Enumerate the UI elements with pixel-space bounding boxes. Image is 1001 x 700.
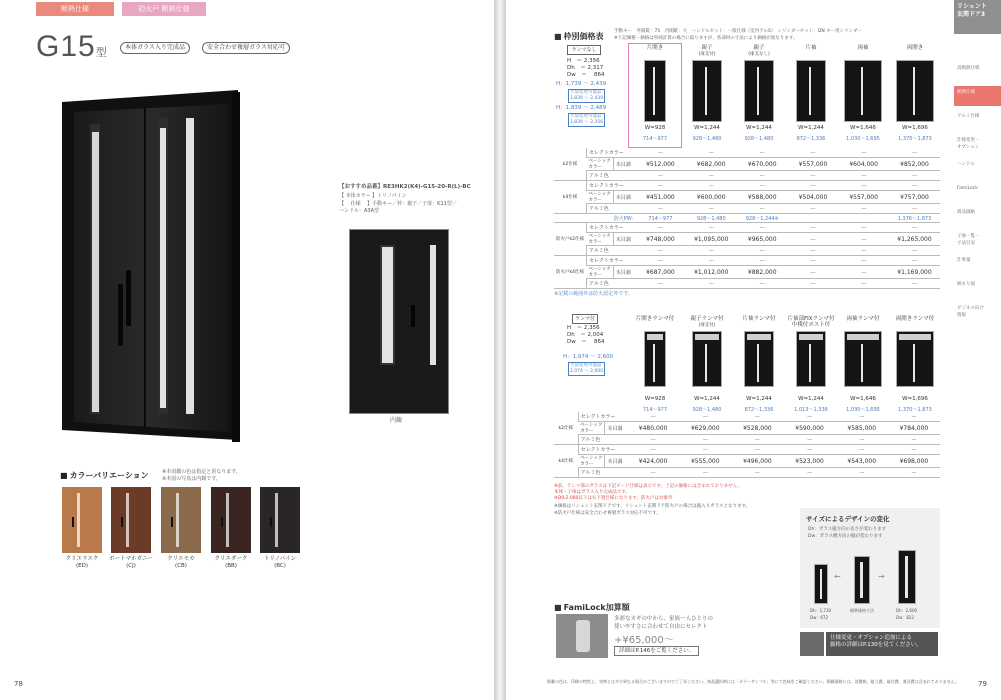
door-diagram-3 — [796, 331, 826, 387]
price-cell: － — [686, 223, 737, 233]
door-diagram-5 — [896, 331, 934, 387]
price-cell: ¥698,000 — [888, 455, 940, 468]
width-1: W=1,244 — [694, 396, 720, 402]
price-cell: ¥852,000 — [889, 158, 940, 171]
sidebar-item-9[interactable]: 納まり図 — [957, 282, 975, 287]
price-cell: ¥590,000 — [784, 422, 836, 435]
price-cell: － — [784, 468, 836, 478]
price-cell: － — [686, 279, 737, 289]
variant-label: 木目調 — [613, 233, 635, 246]
variant-label: 木目調 — [605, 422, 627, 435]
price-cell: － — [635, 246, 686, 256]
price-cell: ¥480,000 — [627, 422, 679, 435]
range-1: 928～1,480 — [692, 407, 722, 413]
col-sub-2: (扉支なし) — [748, 52, 770, 57]
sidebar-item-0[interactable]: 高断熱仕様 — [957, 66, 980, 71]
price-row — [554, 223, 940, 233]
group-label: k4仕様 — [554, 445, 578, 478]
price-cell: ¥585,000 — [836, 422, 888, 435]
price-table-no-transom — [554, 148, 940, 289]
price-row — [554, 422, 940, 435]
range-2: 928～1,480 — [744, 136, 774, 142]
sidebar-item-3[interactable]: 仕様変更・ オプション — [957, 138, 980, 150]
col-header-4: 両袖 — [857, 45, 869, 51]
price-cell: － — [635, 148, 686, 158]
price-cell: ¥682,000 — [686, 158, 737, 171]
price-cell: ¥512,000 — [635, 158, 686, 171]
price-row — [554, 171, 940, 181]
price-row — [554, 158, 940, 171]
price-cell: ¥523,000 — [784, 455, 836, 468]
price-row — [554, 455, 940, 468]
price-cell: － — [788, 171, 839, 181]
width-5: W=1,696 — [902, 396, 928, 402]
price-cell: － — [788, 233, 839, 246]
price-cell: － — [838, 233, 889, 246]
red-note-0: ※前、ランマ部のガラスは下記ビード仕様は表示です。上記の価格には含まれておりません。 — [554, 484, 742, 489]
price-cell: ¥557,000 — [788, 158, 839, 171]
price-cell: － — [836, 445, 888, 455]
group-label: k2仕様 — [554, 148, 586, 181]
price-cell: － — [635, 171, 686, 181]
sidebar-item-6[interactable]: 商品価格 — [957, 210, 975, 215]
h-range-1: H：1,739 ～ 2,439 — [556, 81, 607, 87]
base-color-label: ベーシック カラー — [586, 158, 613, 171]
col-header-4: 両袖ランマ付 — [846, 316, 880, 322]
col-sub-1: (扉支付) — [698, 323, 716, 328]
range-3: 872～1,336 — [796, 136, 826, 142]
price-row — [554, 191, 940, 204]
price-cell: － — [627, 412, 679, 422]
range-3: 1,013～1,336 — [794, 407, 828, 413]
fire-width-cell: 1,376～1,873 — [889, 214, 940, 223]
price-cell: － — [889, 204, 940, 214]
width-3: W=1,244 — [798, 396, 824, 402]
price-cell: ¥504,000 — [788, 191, 839, 204]
door-diagram-4 — [844, 60, 882, 122]
sidebar-title: リシェント 玄関ドア3 — [954, 0, 1001, 34]
footer-disclaimer: 掲載の色は、印刷の特性上、実物とは多少異なる場合がございますのでご了承ください。商品選択時には「カラーサンプル」等にて色味をご確認ください。掲載価格には、消費税、組立費、取付費、運送費は含まれておりません。 — [547, 679, 959, 684]
price-cell: ¥543,000 — [836, 455, 888, 468]
price-cell: ¥1,265,000 — [889, 233, 940, 246]
price-cell: － — [635, 256, 686, 266]
price-cell: － — [679, 435, 731, 445]
color-variation-heading: ■ カラーバリエーション — [60, 470, 149, 481]
price-cell: － — [838, 266, 889, 279]
price-cell: ¥784,000 — [888, 422, 940, 435]
col-header-2: 親子 — [753, 45, 765, 51]
variant-label: 木目調 — [605, 455, 627, 468]
price-cell: － — [838, 256, 889, 266]
h-range-b: H：1,839 ～ 2,489 — [556, 105, 607, 111]
price-cell: － — [888, 435, 940, 445]
variant-label: 木目調 — [613, 266, 635, 279]
price-row — [554, 266, 940, 279]
width-5: W=1,696 — [902, 125, 928, 131]
sidebar-item-1[interactable]: 断熱仕様 — [954, 86, 1001, 106]
price-cell: － — [889, 148, 940, 158]
variant-label: アルミ色 — [578, 468, 627, 478]
spec-fittings: 【 仕様 】手動キー／枠：親子／子扉：K11型／ハンドル：A3A型 — [339, 201, 457, 214]
range-0: 714～977 — [642, 136, 668, 142]
color-note-1: ※本図鑑の色は指定と異なります。 — [162, 469, 241, 475]
price-cell: － — [627, 435, 679, 445]
price-cell: ¥687,000 — [635, 266, 686, 279]
fire-width-cell: 714～977 — [635, 214, 686, 223]
fire-width-cell — [788, 214, 839, 223]
fire-width-cell — [838, 214, 889, 223]
price-row — [554, 233, 940, 246]
variant-label: アルミ色 — [586, 246, 635, 256]
door-diagram-2 — [744, 60, 774, 122]
price-cell: － — [784, 435, 836, 445]
variant-label: セレクトカラー — [578, 412, 627, 422]
feature-pill-safety: 安全合わせ複層ガラス対応可 — [202, 42, 290, 54]
price-row — [554, 468, 940, 478]
price-cell: ¥629,000 — [679, 422, 731, 435]
price-cell: － — [788, 148, 839, 158]
price-cell: － — [635, 279, 686, 289]
price-cell: － — [836, 412, 888, 422]
note-mid: ※記載の範囲外は防火認定外です。 — [554, 291, 633, 297]
price-cell: － — [838, 204, 889, 214]
col-header-0: 片開きランマ付 — [635, 316, 675, 322]
price-row — [554, 148, 940, 158]
price-cell: ¥424,000 — [627, 455, 679, 468]
price-row — [554, 256, 940, 266]
price-cell: － — [731, 435, 783, 445]
door-exterior-photo — [52, 84, 252, 454]
h-range-2: H：1,974 ～ 2,600 — [563, 354, 614, 360]
price-cell: － — [635, 204, 686, 214]
price-cell: ¥1,169,000 — [889, 266, 940, 279]
range-5: 1,370～1,873 — [898, 407, 932, 413]
sidebar-item-10[interactable]: ビジネス向け 情報 — [957, 306, 984, 318]
variant-label: アルミ色 — [578, 435, 627, 445]
price-cell: － — [737, 148, 788, 158]
price-cell: ¥670,000 — [737, 158, 788, 171]
familock-text: 多彩なカギの中から、家族一人ひとりの 使いやすさに合わせて自由にセレクト — [614, 616, 714, 630]
fire-width-cell: 928～1,244※ — [737, 214, 788, 223]
transom-label: ランマ付 — [572, 314, 598, 324]
variant-label: セレクトカラー — [586, 223, 635, 233]
price-cell: － — [838, 148, 889, 158]
spec-tag-fireproof: 防火戸 断熱仕様 — [122, 2, 206, 16]
price-cell: － — [731, 468, 783, 478]
red-note-2: ※D9,2,000以下は右下置仕様になります。防火戸は対象外 — [554, 496, 673, 501]
group-label: 防火戸k2仕様 — [554, 223, 586, 256]
range-0: 714～977 — [642, 407, 668, 413]
header-note-1: 手動キー 外開錠：75 内開錠：大 ハンドルセット：一般仕様（室内アルS） シリンダーセット：DN キー用シリンダー — [614, 29, 862, 34]
price-cell: － — [838, 279, 889, 289]
price-cell: － — [686, 148, 737, 158]
options-banner[interactable]: 仕様変更・オプション追加による 価格の詳細はP.130を見てください。 — [826, 632, 938, 656]
spec-color: 【 本体カラー 】トリノパイン — [339, 193, 407, 199]
price-cell: － — [737, 256, 788, 266]
familock-price: +¥65,000～ — [614, 635, 674, 646]
interior-caption: 内観 — [390, 417, 403, 424]
fire-width-cell: 928～1,480 — [686, 214, 737, 223]
page-number-left: 78 — [14, 680, 23, 688]
variant-label: セレクトカラー — [578, 445, 627, 455]
price-cell: － — [686, 256, 737, 266]
price-cell: － — [836, 435, 888, 445]
spec-recommended: 【おすすめ品番】RE3HK2(K4)-G15-20-R(L)-BC — [339, 184, 471, 190]
price-cell: － — [788, 266, 839, 279]
price-cell: ¥451,000 — [635, 191, 686, 204]
price-cell: ¥557,000 — [838, 191, 889, 204]
width-3: W=1,244 — [798, 125, 824, 131]
price-cell: － — [889, 256, 940, 266]
price-cell: － — [686, 246, 737, 256]
banner-photo — [800, 632, 824, 656]
swatch-ed — [62, 487, 102, 553]
price-cell: － — [731, 445, 783, 455]
price-cell: － — [635, 181, 686, 191]
width-4: W=1,646 — [850, 396, 876, 402]
sidebar-item-5[interactable]: FamiLock — [957, 186, 978, 191]
col-header-5: 両開き — [906, 45, 924, 51]
width-2: W=1,244 — [746, 396, 772, 402]
price-cell: － — [679, 412, 731, 422]
size-label-small: Dh：1,730 Dw：672 — [810, 608, 832, 620]
sidebar-item-4[interactable]: ハンドル — [957, 162, 975, 167]
price-cell: － — [788, 204, 839, 214]
price-cell: － — [838, 181, 889, 191]
col-header-3: 片袖 — [805, 45, 817, 51]
size-box-1a: 寸法変更可能品 1,839 ～ 2,439 — [570, 90, 604, 101]
familock-heading: ■ FamiLock加算額 — [554, 602, 630, 613]
price-cell: － — [888, 412, 940, 422]
swatch-label-bc: トリノパイン (BC) — [263, 556, 297, 569]
price-cell: － — [627, 445, 679, 455]
price-row — [554, 279, 940, 289]
door-diagram-2 — [744, 331, 774, 387]
standard-door-icon — [854, 556, 870, 604]
col-header-2: 片袖ランマ付 — [742, 316, 776, 322]
width-2: W=1,244 — [746, 125, 772, 131]
price-cell: － — [788, 256, 839, 266]
size-note: Dh：ガラス縦方向の長さが変わります Dw：ガラス横方向の幅が変わります — [808, 527, 887, 539]
price-cell: － — [679, 445, 731, 455]
color-note-2: ※本図の写真は内観です。 — [162, 476, 221, 482]
range-1: 928～1,480 — [692, 136, 722, 142]
group-label: k2仕様 — [554, 412, 578, 445]
large-door-icon — [898, 550, 916, 604]
spec-tag-dannetsu: 断熱仕様 — [36, 2, 114, 16]
price-cell: － — [838, 246, 889, 256]
price-cell: ¥604,000 — [838, 158, 889, 171]
price-cell: － — [888, 468, 940, 478]
range-5: 1,370～1,873 — [898, 136, 932, 142]
price-table-heading: ■ 枠別価格表 — [554, 31, 604, 42]
size-label-standard: 標準価格寸法 — [850, 608, 874, 613]
price-cell: － — [686, 171, 737, 181]
price-cell: ¥1,012,000 — [686, 266, 737, 279]
variant-label: アルミ色 — [586, 171, 635, 181]
price-cell: － — [836, 468, 888, 478]
door-diagram-1 — [692, 60, 722, 122]
col-header-3: 片袖部FIXランマ付 中桟付ポスト付 — [787, 316, 835, 328]
size-box-1b: 寸法変更可能品 1,839 ～ 2,356 — [570, 114, 604, 125]
familock-photo — [556, 614, 608, 658]
size-title: サイズによるデザインの変化 — [806, 515, 890, 523]
price-cell: － — [737, 223, 788, 233]
price-cell: － — [889, 181, 940, 191]
price-cell: － — [737, 181, 788, 191]
group-label: 防火戸k4仕様 — [554, 256, 586, 289]
price-cell: ¥748,000 — [635, 233, 686, 246]
variant-label: セレクトカラー — [586, 148, 635, 158]
col-header-5: 両開きランマ付 — [895, 316, 935, 322]
swatch-bb — [211, 487, 251, 553]
width-0: W=928 — [644, 396, 666, 402]
range-4: 1,030～1,695 — [846, 407, 880, 413]
base-color-label: ベーシック カラー — [586, 266, 613, 279]
price-cell: － — [679, 468, 731, 478]
small-door-icon — [814, 564, 828, 604]
swatch-label-bb: クリエダーク (BB) — [214, 556, 248, 569]
base-color-label: ベーシック カラー — [586, 191, 613, 204]
price-cell: － — [838, 223, 889, 233]
price-cell: － — [737, 204, 788, 214]
size-design-box: サイズによるデザインの変化 Dh：ガラス縦方向の長さが変わります Dw：ガラス横方向の幅が変わります ← → Dh：1,730 Dw：672 標準価格寸法 Dh：2,600 Dw：822 — [800, 508, 940, 628]
swatch-label-cb: クリエモカ (CB) — [167, 556, 195, 569]
note-1: ※防火戸仕様は安全合わせ複層ガラス対応不可です。 — [554, 511, 661, 516]
price-cell: － — [889, 223, 940, 233]
col-header-0: 片開き — [646, 45, 664, 51]
price-cell: ¥496,000 — [731, 455, 783, 468]
price-cell: － — [686, 204, 737, 214]
variant-label: セレクトカラー — [586, 181, 635, 191]
model-suffix: 型 — [95, 47, 108, 59]
price-cell: － — [788, 181, 839, 191]
swatch-bc — [260, 487, 300, 553]
width-1: W=1,244 — [694, 125, 720, 131]
price-cell: ¥1,095,000 — [686, 233, 737, 246]
range-2: 872～1,336 — [744, 407, 774, 413]
door-diagram-3 — [796, 60, 826, 122]
sidebar-item-2[interactable]: アルミ仕様 — [957, 114, 980, 119]
price-row — [554, 246, 940, 256]
price-row — [554, 445, 940, 455]
price-row — [554, 181, 940, 191]
swatch-label-ed: クリエラスク (ED) — [65, 556, 99, 569]
book-gutter — [494, 0, 506, 700]
width-4: W=1,646 — [850, 125, 876, 131]
sidebar-item-7[interactable]: 子扉一覧・ 寸法目安 — [957, 234, 980, 246]
page-number-right: 79 — [978, 680, 987, 688]
red-note-1: 本体・子扉はガラス入り完成品です。 — [554, 490, 631, 495]
price-cell: ¥528,000 — [731, 422, 783, 435]
variant-label: アルミ色 — [586, 279, 635, 289]
price-cell: － — [889, 279, 940, 289]
fire-width-label: 防火PW: — [554, 214, 635, 223]
price-table-transom — [554, 412, 940, 478]
variant-label: アルミ色 — [586, 204, 635, 214]
size-box-2: 寸法変更可能品 2,074 ～ 2,600 — [570, 363, 604, 374]
size-label-large: Dh：2,600 Dw：822 — [896, 608, 918, 620]
familock-link[interactable]: 詳細はP.146をご覧ください。 — [614, 646, 699, 656]
header-note-2: ※下記価格・価格は単純計算の場合に取りますが、各部材の寸法により価格が異なります。 — [614, 36, 798, 41]
width-0: W=928 — [644, 125, 666, 131]
swatch-cj — [111, 487, 151, 553]
price-cell: － — [838, 171, 889, 181]
variant-label: 木目調 — [613, 158, 635, 171]
left-page — [0, 0, 494, 700]
variant-label: 木目調 — [613, 191, 635, 204]
base-color-label: ベーシック カラー — [578, 422, 605, 435]
fire-width-row — [554, 214, 940, 223]
model-name: G15 — [36, 30, 96, 63]
price-cell: － — [635, 223, 686, 233]
price-cell: ¥600,000 — [686, 191, 737, 204]
col-header-1: 親子ランマ付 — [690, 316, 724, 322]
price-cell: － — [788, 246, 839, 256]
variant-label: セレクトカラー — [586, 256, 635, 266]
price-cell: － — [784, 412, 836, 422]
price-cell: － — [737, 171, 788, 181]
price-cell: － — [686, 181, 737, 191]
swatch-label-cj: ボートマホガニー (CJ) — [108, 556, 153, 569]
col-header-1: 親子 — [701, 45, 713, 51]
group-label: k4仕様 — [554, 181, 586, 214]
col-sub-1: (扉支付) — [698, 52, 716, 57]
price-cell: － — [889, 246, 940, 256]
no-transom-label: ランマなし — [567, 45, 601, 55]
dims-no-transom: H ＝ 2,356 Dh ＝ 2,317 Dw ＝ 864 — [567, 58, 605, 78]
dims-transom: H ＝ 2,356 Dh ＝ 2,004 Dw ＝ 864 — [567, 325, 605, 345]
price-cell: － — [888, 445, 940, 455]
price-cell: － — [737, 246, 788, 256]
highlight-frame — [628, 43, 682, 148]
model-title — [36, 30, 108, 64]
feature-pill-glass: 本体ガラス入り完成品 — [120, 42, 190, 54]
price-cell: － — [889, 171, 940, 181]
price-cell: － — [784, 445, 836, 455]
price-row — [554, 204, 940, 214]
sidebar-item-8[interactable]: 仕事量 — [957, 258, 971, 263]
price-row — [554, 412, 940, 422]
price-cell: － — [737, 279, 788, 289]
door-diagram-4 — [844, 331, 882, 387]
base-color-label: ベーシック カラー — [578, 455, 605, 468]
price-cell: ¥555,000 — [679, 455, 731, 468]
price-cell: － — [731, 412, 783, 422]
price-cell: ¥965,000 — [737, 233, 788, 246]
price-cell: ¥588,000 — [737, 191, 788, 204]
price-cell: － — [788, 279, 839, 289]
door-interior-photo — [349, 229, 449, 414]
base-color-label: ベーシック カラー — [586, 233, 613, 246]
range-4: 1,030～1,695 — [846, 136, 880, 142]
swatch-cb — [161, 487, 201, 553]
price-cell: ¥757,000 — [889, 191, 940, 204]
price-cell: － — [627, 468, 679, 478]
door-diagram-1 — [692, 331, 722, 387]
door-diagram-0 — [644, 331, 666, 387]
price-cell: ¥882,000 — [737, 266, 788, 279]
note-0: ※価格はリシェント玄関ドアです。リシェント玄関ドア防火戸の場合は親入りガラスとなります。 — [554, 504, 751, 509]
price-row — [554, 435, 940, 445]
door-diagram-5 — [896, 60, 934, 122]
price-cell: － — [788, 223, 839, 233]
